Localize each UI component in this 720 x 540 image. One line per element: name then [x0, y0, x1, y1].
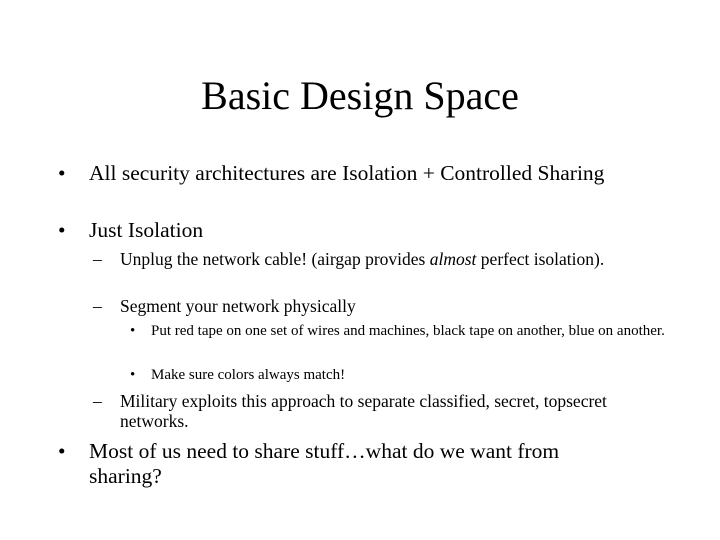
list-item [58, 161, 629, 186]
dash-icon: – [93, 296, 102, 316]
list-item [130, 322, 691, 340]
bullet-icon: • [130, 323, 136, 339]
dash-icon: – [93, 249, 102, 269]
list-item-text: Military exploits this approach to separate classified, secret, topsecret networks. [120, 391, 607, 431]
slide-title: Basic Design Space [201, 73, 519, 118]
bullet-icon: • [58, 439, 66, 463]
emphasized-text: almost [429, 249, 477, 269]
list-item-text: Make sure colors always match! [151, 367, 346, 383]
list-item [93, 249, 610, 269]
list-item [58, 218, 629, 243]
list-item [58, 439, 629, 489]
list-item-text [120, 249, 604, 269]
dash-icon: – [93, 391, 102, 411]
list-item [93, 391, 610, 431]
list-item-text: Put red tape on one set of wires and machines, black tape on another, blue on another. [151, 323, 665, 339]
bullet-icon: • [130, 367, 136, 383]
list-item [130, 366, 691, 384]
list-item-text: Just Isolation [89, 218, 204, 242]
list-item-text: All security architectures are Isolation + Controlled Sharing [89, 161, 605, 185]
list-item-text-part: perfect isolation). [476, 249, 605, 269]
bullet-icon: • [58, 161, 66, 185]
list-item-text-part: Unplug the network cable! (airgap provides [120, 249, 430, 269]
list-item [93, 296, 610, 316]
list-item-text: Segment your network physically [120, 296, 356, 316]
list-item-text: Most of us need to share stuff…what do we want from sharing? [89, 439, 560, 488]
bullet-icon: • [58, 218, 66, 242]
